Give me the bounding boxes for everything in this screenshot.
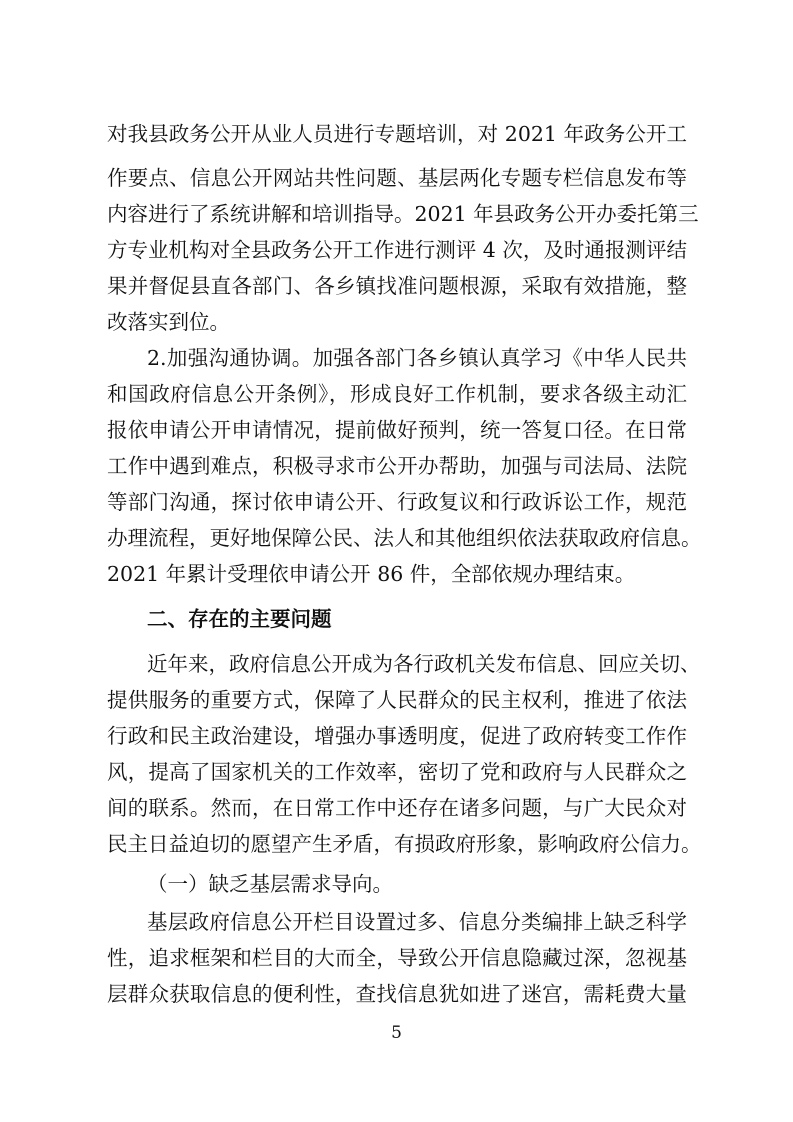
body-text-line: 民主日益迫切的愿望产生矛盾，有损政府形象，影响政府公信力。: [107, 832, 702, 856]
body-text-line: 行政和民主政治建设，增强办事透明度，促进了政府转变工作作: [107, 724, 687, 748]
body-text-line: 基层政府信息公开栏目设置过多、信息分类编排上缺乏科学: [147, 910, 687, 934]
body-text-line: 内容进行了系统讲解和培训指导。2021 年县政务公开办委托第三: [107, 202, 699, 226]
body-text-line: 办理流程，更好地保障公民、法人和其他组织依法获取政府信息。: [107, 526, 702, 550]
body-text-line: 间的联系。然而，在日常工作中还存在诸多问题，与广大民众对: [107, 796, 687, 820]
body-text-line: 作要点、信息公开网站共性问题、基层两化专题专栏信息发布等: [107, 166, 687, 190]
section-heading: 二、存在的主要问题: [147, 607, 332, 631]
body-text-line: 2021 年累计受理依申请公开 86 件，全部依规办理结束。: [107, 562, 636, 586]
body-text-line: 工作中遇到难点，积极寻求市公开办帮助，加强与司法局、法院: [107, 454, 687, 478]
page-number: 5: [391, 1023, 402, 1043]
body-text-line: 近年来，政府信息公开成为各行政机关发布信息、回应关切、: [147, 652, 701, 676]
section-item-heading: 2.加强沟通协调。加强各部门各乡镇认真学习《中华人民共: [147, 346, 687, 370]
subsection-heading: （一）缺乏基层需求导向。: [147, 872, 393, 896]
body-text-line: 层群众获取信息的便利性，查找信息犹如进了迷宫，需耗费大量: [107, 982, 687, 1006]
body-text-line: 对我县政务公开从业人员进行专题培训，对 2021 年政务公开工: [107, 122, 687, 146]
body-text-line: 风，提高了国家机关的工作效率，密切了党和政府与人民群众之: [107, 760, 687, 784]
body-text-line: 方专业机构对全县政务公开工作进行测评 4 次，及时通报测评结: [107, 238, 687, 262]
body-text-line: 性，追求框架和栏目的大而全，导致公开信息隐藏过深，忽视基: [107, 946, 687, 970]
body-text-line: 提供服务的重要方式，保障了人民群众的民主权利，推进了依法: [107, 688, 687, 712]
body-text-line: 改落实到位。: [107, 310, 230, 334]
body-text-line: 等部门沟通，探讨依申请公开、行政复议和行政诉讼工作，规范: [107, 490, 687, 514]
body-text-line: 果并督促县直各部门、各乡镇找准问题根源，采取有效措施，整: [107, 274, 687, 298]
body-text-line: 和国政府信息公开条例》，形成良好工作机制，要求各级主动汇: [107, 382, 687, 406]
body-text-line: 报依申请公开申请情况，提前做好预判，统一答复口径。在日常: [107, 418, 687, 442]
